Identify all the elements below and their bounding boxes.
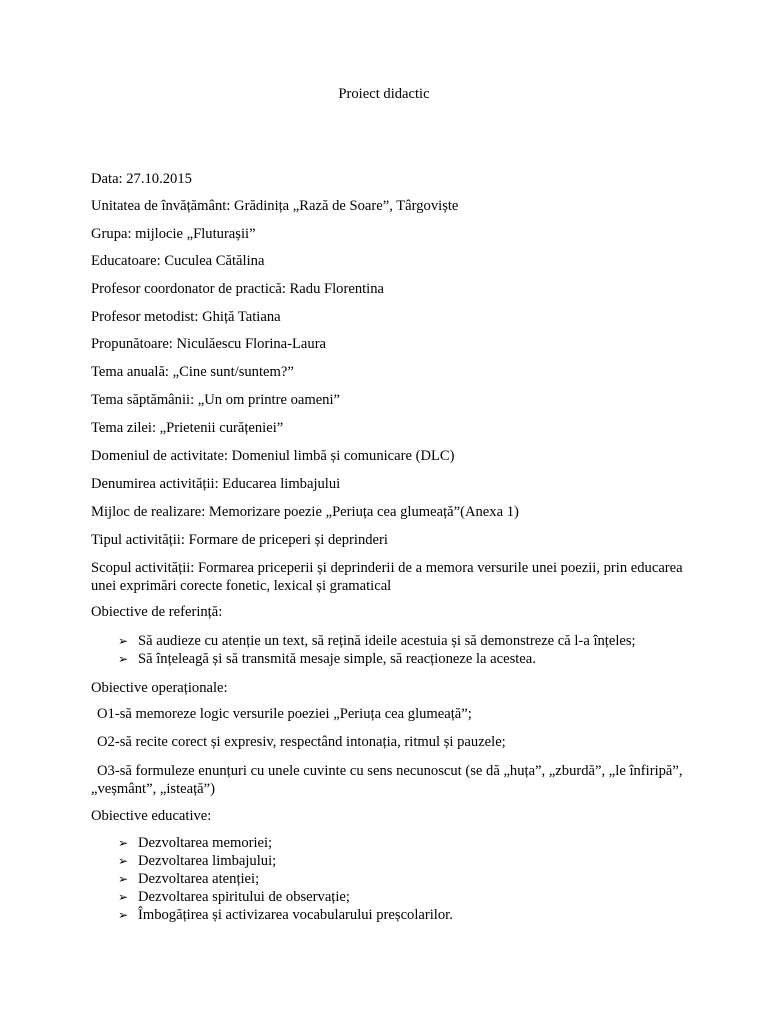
- list-item: [118, 835, 272, 852]
- list-item-text: Dezvoltarea spiritului de observație;: [138, 889, 350, 905]
- arrow-bullet-icon: ➢: [118, 890, 129, 904]
- arrow-bullet-icon: ➢: [118, 854, 129, 868]
- list-item-text: Dezvoltarea limbajului;: [138, 853, 277, 869]
- list-item-text: Dezvoltarea memoriei;: [138, 835, 273, 851]
- operational-objective-1: O1-să memoreze logic versurile poeziei „Periuța cea glumeață”;: [97, 706, 472, 722]
- list-item: [118, 633, 636, 650]
- list-item-text: Îmbogățirea și activizarea vocabularului preșcolarilor.: [138, 907, 453, 923]
- arrow-bullet-icon: ➢: [118, 634, 129, 648]
- operational-objective-2: O2-să recite corect și expresiv, respectând intonația, ritmul și pauzele;: [97, 734, 506, 750]
- list-item: [118, 871, 259, 888]
- field-means: Mijloc de realizare: Memorizare poezie „Periuța cea glumeață”(Anexa 1): [91, 504, 519, 520]
- field-annual-theme: Tema anuală: „Cine sunt/suntem?”: [91, 364, 294, 380]
- operational-objectives-heading: Obiective operaționale:: [91, 680, 228, 696]
- reference-objectives-heading: Obiective de referință:: [91, 604, 223, 620]
- list-item: [118, 651, 536, 668]
- operational-objective-3: O3-să formuleze enunțuri cu unele cuvinte cu sens necunoscut (se dă „huța”, „zburdă”, „le înfiripă”, „veșmânt”, „isteață”): [91, 763, 683, 797]
- document-title: Proiect didactic: [338, 86, 430, 102]
- field-activity-type: Tipul activității: Formare de priceperi și deprinderi: [91, 532, 388, 548]
- field-teacher: Educatoare: Cuculea Cătălina: [91, 253, 265, 269]
- field-methodist: Profesor metodist: Ghiță Tatiana: [91, 309, 281, 325]
- field-institution: Unitatea de învățământ: Grădinița „Rază de Soare”, Târgoviște: [91, 198, 459, 214]
- field-proposer: Propunătoare: Niculăescu Florina-Laura: [91, 336, 327, 352]
- list-item: [118, 907, 453, 924]
- field-daily-theme: Tema zilei: „Prietenii curățeniei”: [91, 420, 284, 436]
- field-activity-name: Denumirea activității: Educarea limbajului: [91, 476, 341, 492]
- list-item: [118, 889, 350, 906]
- field-coordinator: Profesor coordonator de practică: Radu Florentina: [91, 281, 384, 297]
- educational-objectives-heading: Obiective educative:: [91, 808, 212, 824]
- field-group: Grupa: mijlocie „Fluturașii”: [91, 226, 256, 242]
- list-item: [118, 853, 276, 870]
- list-item-text: Dezvoltarea atenției;: [138, 871, 260, 887]
- arrow-bullet-icon: ➢: [118, 872, 129, 886]
- field-scope: Scopul activității: Formarea priceperii și deprinderii de a memora versurile unei poezii, prin educarea unei exprimări corecte fonetic, lexical și gramatical: [91, 560, 683, 594]
- field-weekly-theme: Tema săptămânii: „Un om printre oameni”: [91, 392, 341, 408]
- list-item-text: Să audieze cu atenție un text, să rețină ideile acestuia și să demonstreze că l-a înțeles;: [138, 633, 636, 649]
- arrow-bullet-icon: ➢: [118, 652, 129, 666]
- field-domain: Domeniul de activitate: Domeniul limbă și comunicare (DLC): [91, 448, 455, 464]
- arrow-bullet-icon: ➢: [118, 908, 129, 922]
- field-date: Data: 27.10.2015: [91, 171, 192, 187]
- list-item-text: Să înțeleagă și să transmită mesaje simple, să reacționeze la acestea.: [138, 651, 536, 667]
- arrow-bullet-icon: ➢: [118, 836, 129, 850]
